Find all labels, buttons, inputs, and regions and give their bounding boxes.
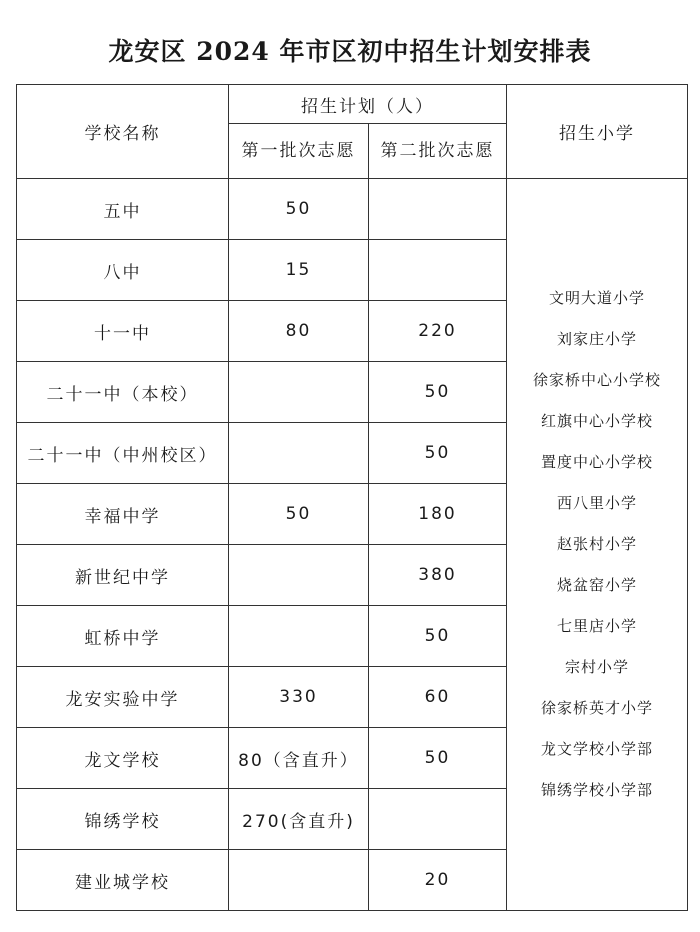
batch2-cell: 50 — [369, 423, 507, 484]
page-title: 龙安区 2024 年市区初中招生计划安排表 — [108, 37, 592, 66]
enrollment-plan-table — [16, 84, 688, 911]
primary-school-item: 西八里小学 — [556, 494, 637, 512]
batch1-cell — [229, 362, 369, 423]
batch2-cell — [369, 179, 507, 240]
primary-school-item: 刘家庄小学 — [556, 330, 637, 348]
school-name-cell: 建业城学校 — [17, 850, 229, 911]
primary-school-item: 置度中心小学校 — [540, 453, 653, 471]
primary-school-item: 文明大道小学 — [548, 289, 645, 307]
school-name-cell: 虹桥中学 — [17, 606, 229, 667]
school-name-cell: 幸福中学 — [17, 484, 229, 545]
batch1-cell: 80（含直升） — [229, 728, 369, 789]
batch2-cell: 180 — [369, 484, 507, 545]
batch2-cell — [369, 240, 507, 301]
school-name-cell: 二十一中（本校） — [17, 362, 229, 423]
primary-school-item: 徐家桥英才小学 — [540, 699, 653, 717]
school-name-header: 学校名称 — [17, 85, 229, 179]
batch2-cell: 380 — [369, 545, 507, 606]
school-name-cell: 龙文学校 — [17, 728, 229, 789]
primary-school-item: 烧盆窑小学 — [556, 576, 637, 594]
school-name-cell: 十一中 — [17, 301, 229, 362]
primary-school-item: 龙文学校小学部 — [540, 740, 653, 758]
batch1-cell — [229, 545, 369, 606]
batch1-cell: 50 — [229, 179, 369, 240]
primary-school-item: 七里店小学 — [556, 617, 637, 635]
primary-schools-header: 招生小学 — [507, 85, 688, 179]
batch1-cell — [229, 606, 369, 667]
batch2-cell: 50 — [369, 362, 507, 423]
school-name-cell: 五中 — [17, 179, 229, 240]
batch1-cell: 50 — [229, 484, 369, 545]
primary-school-item: 红旗中心小学校 — [540, 412, 653, 430]
batch2-header: 第二批次志愿 — [369, 124, 507, 179]
batch1-cell — [229, 423, 369, 484]
batch1-header: 第一批次志愿 — [229, 124, 369, 179]
school-name-cell: 新世纪中学 — [17, 545, 229, 606]
batch1-cell: 270(含直升) — [229, 789, 369, 850]
primary-schools-cell — [507, 179, 688, 911]
batch1-cell — [229, 850, 369, 911]
batch2-cell: 50 — [369, 606, 507, 667]
batch2-cell: 60 — [369, 667, 507, 728]
batch1-cell: 80 — [229, 301, 369, 362]
school-name-cell: 八中 — [17, 240, 229, 301]
table-row — [17, 179, 688, 240]
primary-school-item: 宗村小学 — [564, 658, 629, 676]
batch2-cell: 50 — [369, 728, 507, 789]
school-name-cell: 龙安实验中学 — [17, 667, 229, 728]
primary-schools-list — [507, 278, 687, 811]
table-header-row — [17, 85, 688, 124]
batch2-cell — [369, 789, 507, 850]
plan-header: 招生计划（人） — [229, 85, 507, 124]
batch1-cell: 15 — [229, 240, 369, 301]
school-name-cell: 二十一中（中州校区） — [17, 423, 229, 484]
primary-school-item: 赵张村小学 — [556, 535, 637, 553]
school-name-cell: 锦绣学校 — [17, 789, 229, 850]
primary-school-item: 徐家桥中心小学校 — [532, 371, 661, 389]
primary-school-item: 锦绣学校小学部 — [540, 781, 653, 799]
batch1-cell: 330 — [229, 667, 369, 728]
batch2-cell: 220 — [369, 301, 507, 362]
batch2-cell: 20 — [369, 850, 507, 911]
